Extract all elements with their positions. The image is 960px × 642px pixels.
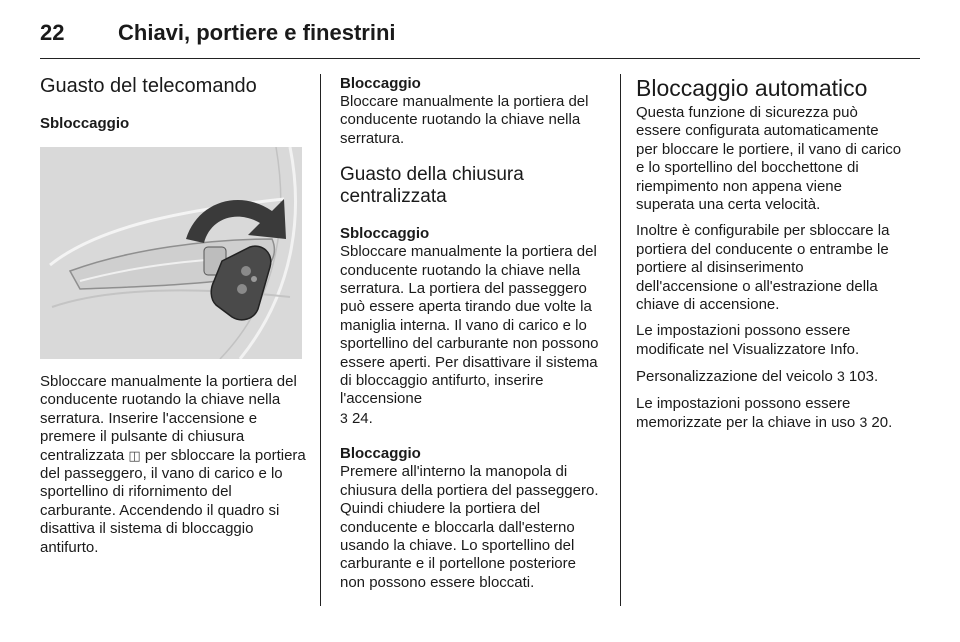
section-heading-central-lock-failure: Guasto della chiusura centralizzata [340,164,524,208]
auto-locking-paragraph-5: Le impostazioni possono essere memorizzate per la chiave in uso 3 20. [636,394,893,432]
locking-paragraph-2: Premere all'interno la manopola di chiusura della portiera del passeggero. Quindi chiudere la portiera del conducente e bloccarla dall'esterno usando la chiave. Lo sportellino del carburante e il portellone posteriore non possono essere bloccati. [340,463,599,591]
column-2 [340,74,602,592]
column-1 [40,74,306,557]
page-reference-arrow-icon[interactable]: 3 [340,409,348,426]
key-in-door-lock-illustration [40,147,302,359]
subheading-unlocking-2: Sbloccaggio [340,225,430,243]
door-handle-key-icon [40,147,302,359]
unlocking-paragraph-2: Sbloccare manualmente la portiera del conducente ruotando la chiave nella serratura. La portiera del passeggero può essere aperta tirando due volte la maniglia interna. Il vano di carico e lo sportellino del carburante non possono essere aperti. Per disattivare il sistema di bloccaggio antifurto, inserire l'accensione 3 24. [340,243,599,427]
page-header [40,14,920,54]
column-3 [636,74,902,433]
column-divider-2 [620,74,621,606]
auto-locking-paragraph-3: Le impostazioni possono essere modificate nel Visualizzatore Info. [636,322,860,358]
header-divider [40,58,920,59]
auto-locking-paragraph-4: Personalizzazione del veicolo 3 103. [636,368,879,386]
page-reference-24[interactable]: 24. [351,409,373,427]
locking-paragraph: Bloccare manualmente la portiera del conducente ruotando la chiave nella serratura. [340,93,589,147]
page-reference-20[interactable]: 20. [871,414,893,432]
section-heading-remote-failure: Guasto del telecomando [40,75,257,97]
section-heading-auto-locking: Bloccaggio automatico [636,75,868,101]
page-reference-arrow-icon[interactable]: 3 [859,414,868,431]
subheading-unlocking: Sbloccaggio [40,115,130,132]
column-divider-1 [320,74,321,606]
page-reference-103[interactable]: 103. [848,368,879,386]
page-number: 22 [40,20,65,45]
subheading-locking: Bloccaggio [340,75,421,92]
page-title: Chiavi, portiere e finestrini [118,20,396,45]
subheading-locking-2: Bloccaggio [340,445,421,463]
auto-locking-paragraph-1: Questa funzione di sicurezza può essere configurata automaticamente per bloccare le portiere, il vano di carico e lo sportellino del bocchettone di riempimento non appena viene superata una certa velocità. [636,104,902,214]
unlocking-paragraph: Sbloccare manualmente la portiera del conducente ruotando la chiave nella serratura. Inserire l'accensione e premere il pulsante di chiusura centralizzata ◫ per sbloccare la portiera del passeggero, il vano di carico e lo sportellino di rifornimento del carburante. Accendendo il quadro si disattiva il sistema di bloccaggio antifurto. [40,373,306,556]
auto-locking-paragraph-2: Inoltre è configurabile per sbloccare la portiera del conducente o entrambe le portiere al disinserimento dell'accensione o all'estrazione della chiave di accensione. [636,222,890,314]
page-reference-arrow-icon[interactable]: 3 [836,368,845,385]
central-lock-icon: ◫ [128,447,141,463]
